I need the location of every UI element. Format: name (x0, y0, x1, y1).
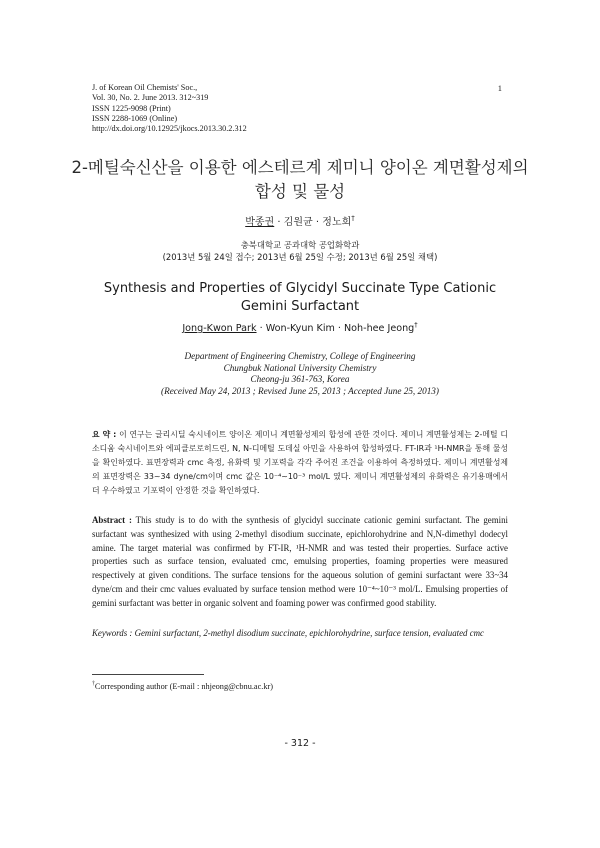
keywords-text: Gemini surfactant, 2-methyl disodium succinate, epichlorohydrine, surface tension, evaluated cmc (134, 628, 484, 638)
author-en-first: Jong-Kwon Park (182, 323, 257, 334)
dates-korean: (2013년 5월 24일 접수; 2013년 6월 25일 수정; 2013년 6월 25일 채택) (162, 251, 438, 262)
title-korean-line1: 2-메틸숙신산을 이용한 에스테르계 제미니 양이온 계면활성제의 (71, 158, 529, 177)
affiliation-korean (0, 240, 600, 263)
page-footer-number: - 312 - (284, 738, 316, 749)
title-english (90, 280, 510, 316)
doi-link[interactable]: http://dx.doi.org/10.12925/jkocs.2013.30.2.312 (92, 124, 247, 134)
affiliation-en-line3: Cheong-ju 361-763, Korea (250, 374, 350, 385)
authors-english (0, 320, 600, 334)
authors-korean (0, 213, 600, 228)
abstract-korean (92, 428, 508, 498)
affiliation-ko-line1: 충북대학교 공과대학 공업화학과 (240, 240, 360, 250)
author-ko-rest: · 김원균 · 정노희 (277, 217, 352, 228)
abstract-en-text: This study is to do with the synthesis of glycidyl succinate cationic gemini surfactant. The gemini surfactant was synthesized with using 2-methyl disodium succinate, epichlorohydrine and N,N-dimethyl dodecyl amine. The target material was confirmed by FT-IR, ¹H-NMR and was tested their properties. Surface active properties such as surface tension, evaluated cmc, emulsing properties, foaming properties were measured respectively at given conditions. The surface tensions for the aqueous solution of gemini surfactant were 33~34 dyne/cm and their cmc values evaluated by surface tension method were 10⁻⁴~10⁻³ mol/L. Emulsing properties of gemini surfactant was better in organic solvent and foaming power was confirmed good stability. (92, 515, 509, 608)
affiliation-en-line2: Chungbuk National University Chemistry (223, 362, 377, 373)
header-page-number: 1 (497, 83, 502, 93)
abstract-english (92, 514, 508, 611)
dates-english: (Received May 24, 2013 ; Revised June 25, 2013 ; Accepted June 25, 2013) (161, 386, 439, 397)
author-en-rest: · Won-Kyun Kim · Noh-hee Jeong (259, 323, 415, 334)
author-ko-first: 박종권 (245, 217, 275, 228)
footnote-dagger: † (92, 681, 95, 688)
author-ko-dagger: † (351, 214, 355, 223)
affiliation-english (0, 351, 600, 398)
journal-header (92, 83, 247, 134)
abstract-ko-text: 이 연구는 글리시딜 숙시네이트 양이온 제미니 계면활성제의 합성에 관한 것이다. 제미니 계면활성제는 2-메틸 디소디움 숙시네이트와 에피클로로히드린, N, N-디메틸 도데실 아민을 사용하여 합성하였다. FT-IR과 ¹H-NMR을 통해 물성을 확인하였다. 표면장력과 cmc 측정, 유화력 및 기포력을 각각 주어진 조건을 이용하여 측정하였다. 제미니 계면활성제의 표면장력은 33~34 dyne/cm이며 cmc 값은 10⁻⁴~10⁻³ mol/L 였다. 제미니 계면활성제의 유화력은 유기용매에서 더 우수하였고 기포력이 안정한 것을 확인하였다. (92, 430, 508, 495)
keywords (92, 627, 508, 641)
title-korean (60, 156, 540, 204)
title-english-line2: Gemini Surfactant (240, 299, 360, 314)
journal-name: J. of Korean Oil Chemists' Soc., (92, 83, 198, 92)
abstract-ko-label: 요 약 : (92, 430, 117, 439)
footnote-text: Corresponding author (E-mail : nhjeong@cbnu.ac.kr) (94, 682, 274, 691)
issn-print: ISSN 1225-9098 (Print) (92, 103, 171, 113)
title-korean-line2: 합성 및 물성 (254, 182, 346, 201)
abstract-en-label: Abstract : (92, 515, 132, 525)
volume-info: Vol. 30, No. 2. June 2013. 312~319 (92, 93, 209, 103)
footnote-divider (92, 674, 204, 675)
keywords-label: Keywords : (92, 628, 133, 638)
title-english-line1: Synthesis and Properties of Glycidyl Succinate Type Cationic (103, 281, 497, 296)
issn-online: ISSN 2288-1069 (Online) (92, 113, 178, 123)
author-en-dagger: † (414, 320, 418, 329)
footnote (92, 682, 273, 691)
affiliation-en-line1: Department of Engineering Chemistry, College of Engineering (184, 351, 416, 361)
